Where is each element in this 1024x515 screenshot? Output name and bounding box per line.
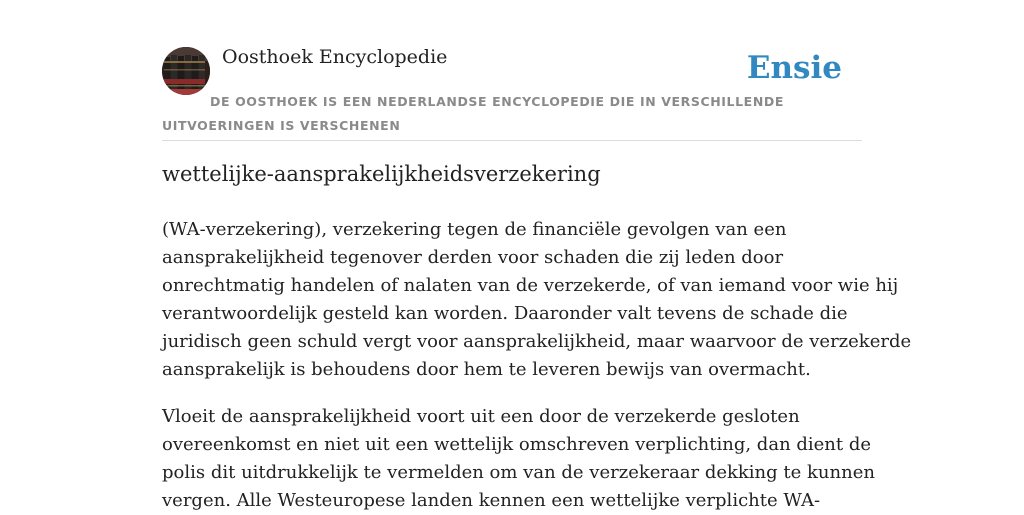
site-tagline: DE OOSTHOEK IS EEN NEDERLANDSE ENCYCLOPEDIE DIE IN VERSCHILLENDE UITVOERINGEN IS VERSCHENEN — [162, 94, 784, 133]
site-name[interactable]: Oosthoek Encyclopedie — [222, 46, 448, 68]
article-paragraph — [162, 403, 875, 515]
article-paragraph — [162, 216, 912, 384]
paragraph-line: aansprakelijkheid tegenover derden voor schaden die zij leden door — [162, 247, 784, 268]
paragraph-line: vergen. Alle Westeuropese landen kennen een wettelijke verplichte WA- — [162, 490, 821, 511]
paragraph-line: aansprakelijk is behoudens door hem te leveren bewijs van overmacht. — [162, 359, 811, 380]
paragraph-line: Vloeit de aansprakelijkheid voort uit een door de verzekerde gesloten — [162, 406, 800, 427]
paragraph-line: onrechtmatig handelen of nalaten van de verzekerde, of van iemand voor wie hij — [162, 275, 899, 296]
paragraph-line: juridisch geen schuld vergt voor aansprakelijkheid, maar waarvoor de verzekerde — [162, 331, 912, 352]
page — [162, 0, 912, 511]
site-header — [162, 0, 862, 141]
site-avatar[interactable] — [162, 47, 210, 95]
paragraph-line: (WA-verzekering), verzekering tegen de financiële gevolgen van een — [162, 219, 787, 240]
article-title: wettelijke-aansprakelijkheidsverzekering — [162, 162, 601, 186]
paragraph-line: overeenkomst en niet uit een wettelijk omschreven verplichting, dan dient de — [162, 434, 872, 455]
paragraph-line: polis dit uitdrukkelijk te vermelden om van de verzekeraar dekking te kunnen — [162, 462, 875, 483]
book-spines-icon — [162, 47, 210, 95]
brand-logo[interactable]: Ensie — [746, 50, 842, 86]
paragraph-line: verantwoordelijk gesteld kan worden. Daaronder valt tevens de schade die — [162, 303, 848, 324]
